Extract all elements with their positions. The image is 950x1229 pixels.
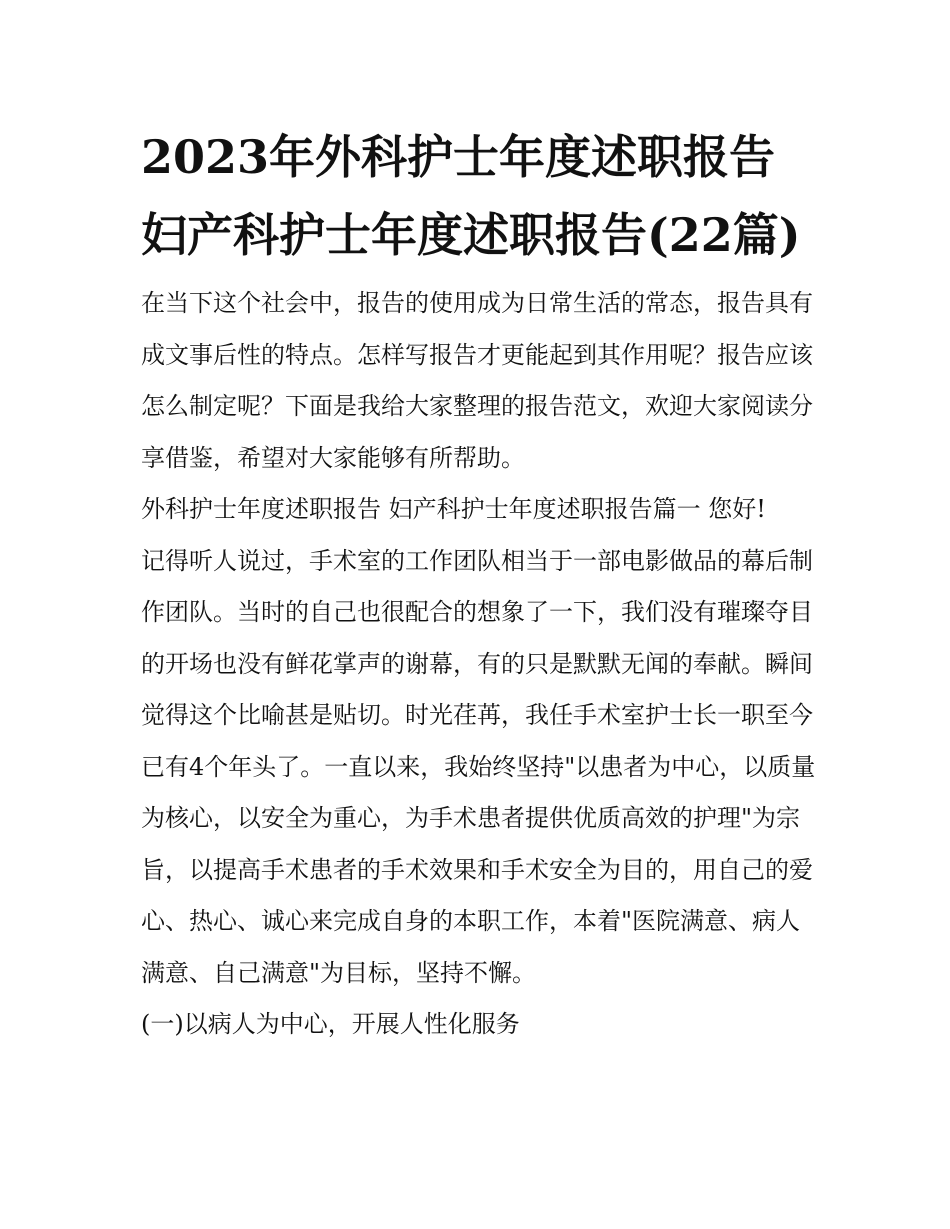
document-body bbox=[141, 278, 821, 1051]
body-paragraph: 记得听人说过，手术室的工作团队相当于一部电影做品的幕后制作团队。当时的自己也很配合的想象了一下，我们没有璀璨夺目的开场也没有鲜花掌声的谢幕，有的只是默默无闻的奉献。瞬间觉得这个比喻甚是贴切。时光荏苒，我任手术室护士长一职至今已有4个年头了。一直以来，我始终坚持"以患者为中心，以质量为核心，以安全为重心，为手术患者提供优质高效的护理"为宗旨，以提高手术患者的手术效果和手术安全为目的，用自己的爱心、热心、诚心来完成自身的本职工作，本着"医院满意、病人满意、自己满意"为目标，坚持不懈。 bbox=[141, 546, 816, 987]
document-page bbox=[141, 118, 821, 1051]
document-title: 2023年外科护士年度述职报告 妇产科护士年度述职报告(22篇) bbox=[141, 130, 801, 262]
intro-paragraph: 在当下这个社会中，报告的使用成为日常生活的常态，报告具有成文事后性的特点。怎样写报告才更能起到其作用呢？报告应该怎么制定呢？下面是我给大家整理的报告范文，欢迎大家阅读分享借鉴，希望对大家能够有所帮助。 bbox=[141, 289, 813, 472]
section-heading-paragraph: 外科护士年度述职报告 妇产科护士年度述职报告篇一 您好! bbox=[141, 495, 766, 523]
subsection-heading: (一)以病人为中心，开展人性化服务 bbox=[141, 1010, 520, 1038]
